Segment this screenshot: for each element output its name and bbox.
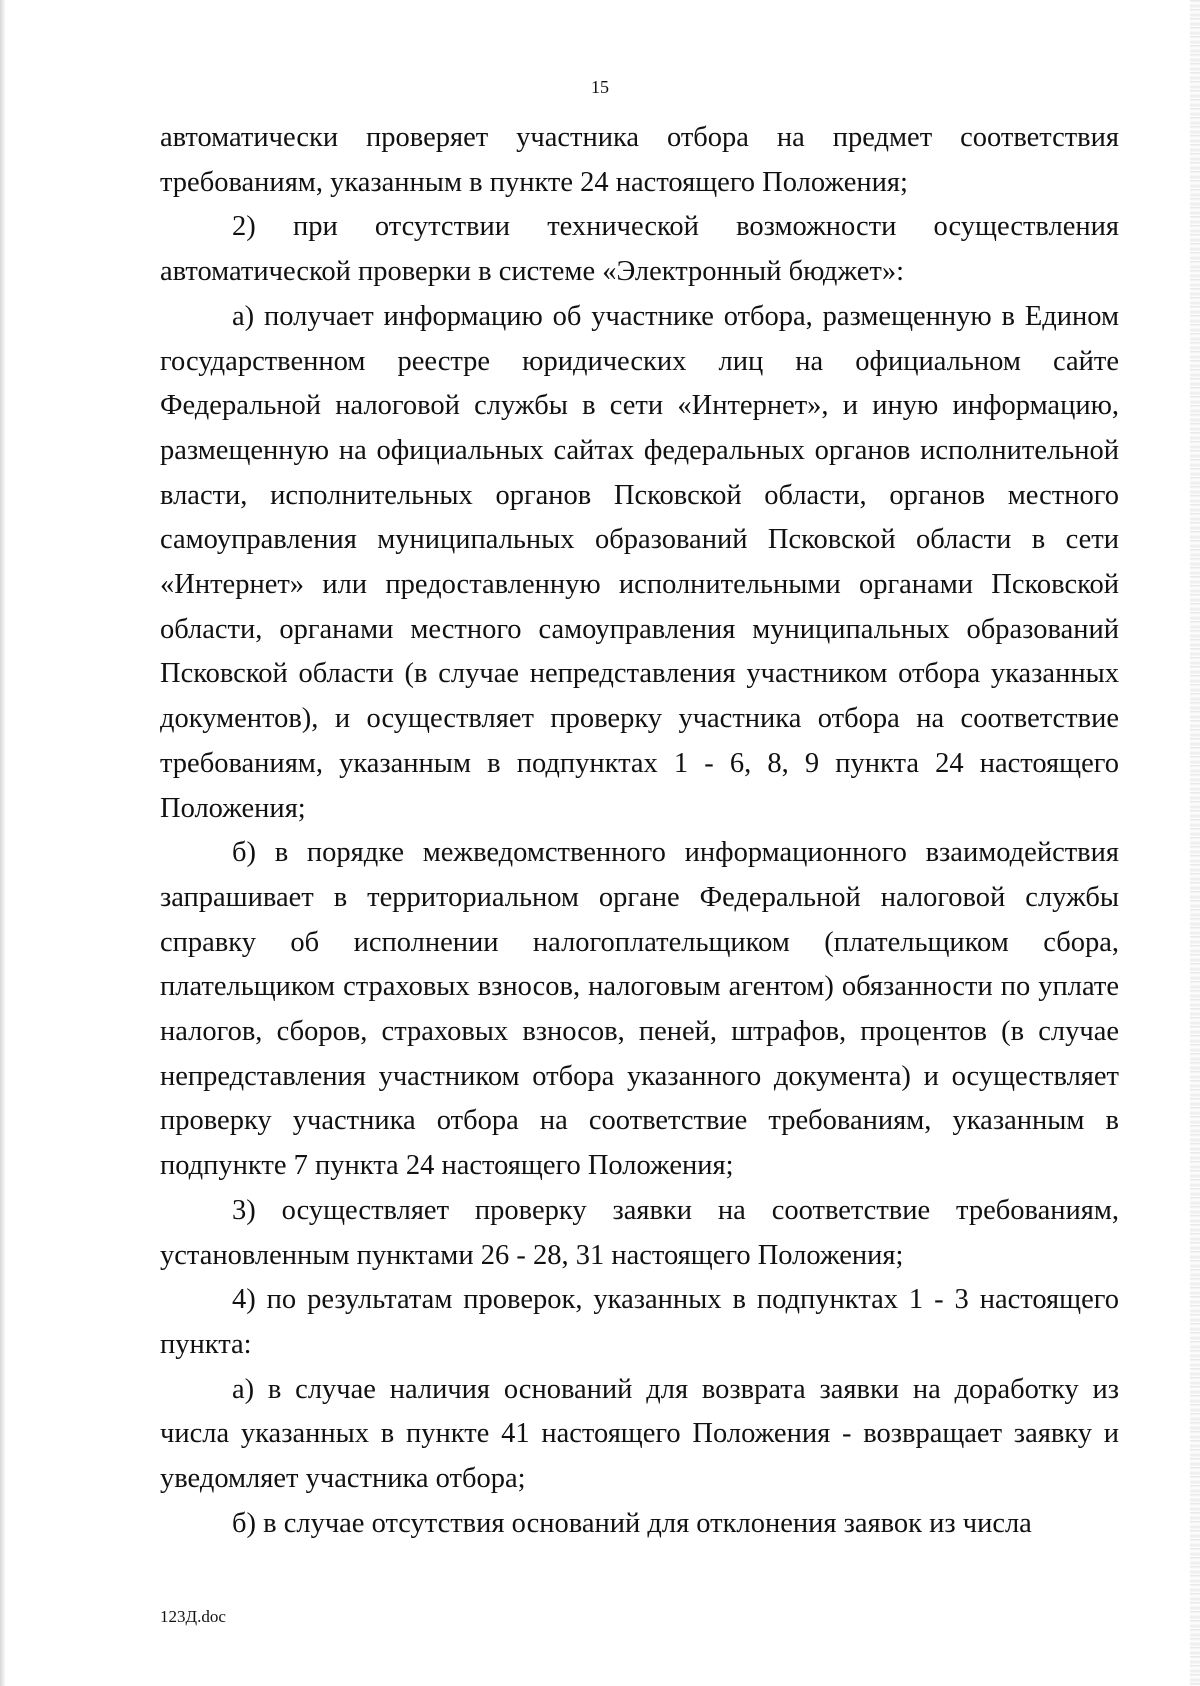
paragraph-item-3: 3) осуществляет проверку заявки на соответствие требованиям, установленным пунктами 26 - 28, 31 настоящего Положения; (160, 1194, 1119, 1271)
scan-edge-left (0, 0, 6, 1686)
scan-edge-right (1190, 0, 1200, 1686)
paragraph-item-4a: а) в случае наличия оснований для возврата заявки на доработку из числа указанных в пункте 41 настоящего Положения - возвращает заявку и уведомляет участника отбора; (160, 1373, 1119, 1495)
paragraph-item-2a: а) получает информацию об участнике отбора, размещенную в Едином государственном реестре юридических лиц на официальном сайте Федеральной налоговой службы в сети «Интернет», и иную информацию, размещенную на официальных сайтах федеральных органов исполнительной власти, исполнительных органов Псковской области, органов местного самоуправления муниципальных образований Псковской области в сети «Интернет» или предоставленную исполнительными органами Псковской области, органами местного самоуправления муниципальных образований Псковской области (в случае непредставления участником отбора указанных документов), и осуществляет проверку участника отбора на соответствие требованиям, указанным в подпунктах 1 - 6, 8, 9 пункта 24 настоящего Положения; (160, 300, 1119, 824)
paragraph-item-4b: б) в случае отсутствия оснований для отклонения заявок из числа (232, 1507, 1032, 1539)
paragraph-continuation: автоматически проверяет участника отбора на предмет соответствия требованиям, указанным в пункте 24 настоящего Положения; (160, 122, 1119, 198)
paragraph-item-2b: б) в порядке межведомственного информационного взаимодействия запрашивает в территориальном органе Федеральной налоговой службы справку об исполнении налогоплательщиком (плательщиком сбора, плательщиком страховых взносов, налоговым агентом) обязанности по уплате налогов, сборов, страховых взносов, пеней, штрафов, процентов (в случае непредставления участником отбора указанного документа) и осуществляет проверку участника отбора на соответствие требованиям, указанным в подпункте 7 пункта 24 настоящего Положения; (160, 837, 1119, 1182)
page-number: 15 (591, 77, 609, 97)
document-body (160, 116, 1119, 1547)
paragraph-item-4: 4) по результатам проверок, указанных в подпунктах 1 - 3 настоящего пункта: (160, 1284, 1119, 1360)
footer-filename: 123Д.doc (160, 1607, 226, 1626)
paragraph-item-2: 2) при отсутствии технической возможности осуществления автоматической проверки в системе «Электронный бюджет»: (160, 211, 1119, 288)
